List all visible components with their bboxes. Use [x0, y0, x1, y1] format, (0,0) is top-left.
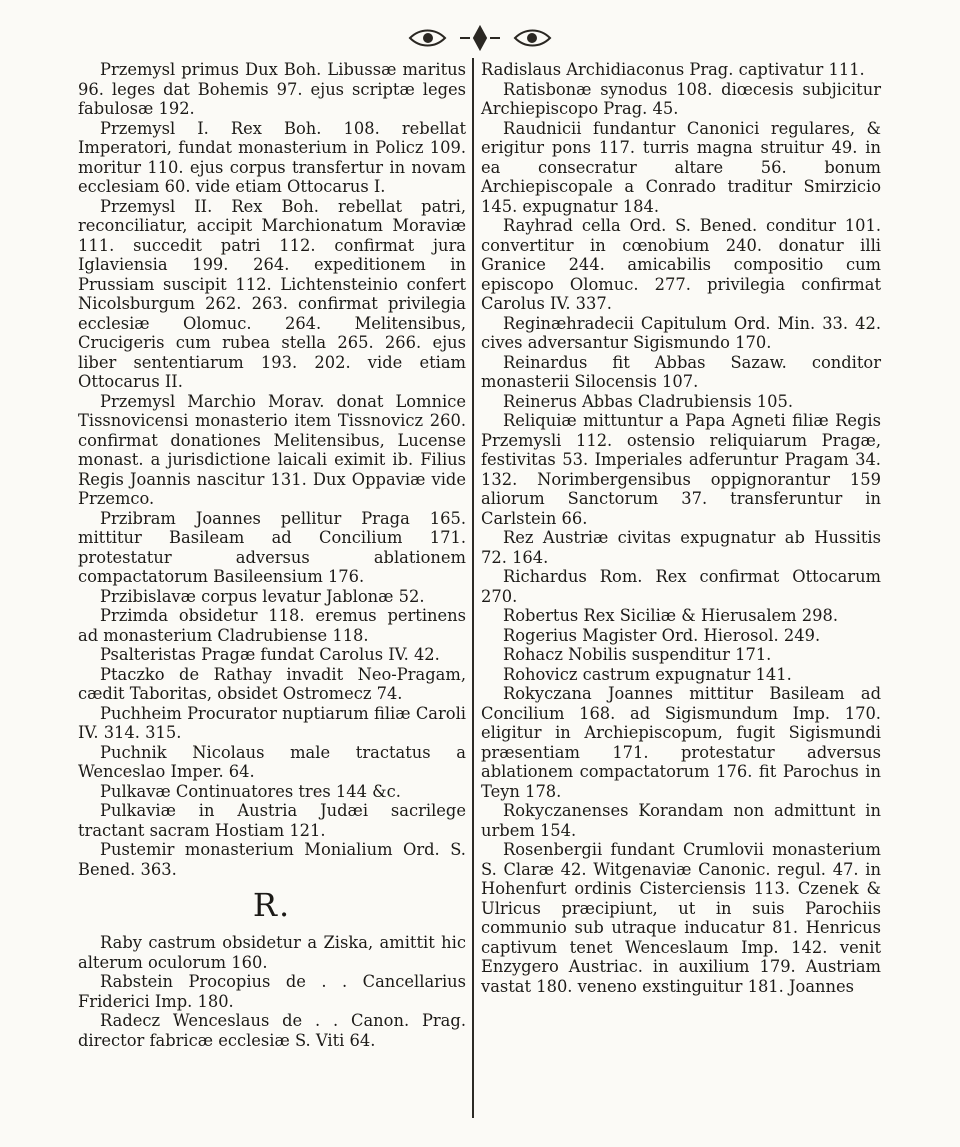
index-entry: Reinerus Abbas Cladrubiensis 105. [503, 391, 794, 411]
index-entry: Rabstein Procopius de . . Cancellarius Friderici Imp. 180. [78, 972, 466, 1011]
index-entry: Puchheim Procurator nuptiarum filiæ Caroli IV. 314. 315. [78, 703, 466, 742]
index-entry: Rosenbergii fundant Crumlovii monasterium S. Claræ 42. Witgenaviæ Canonic. regul. 47. in Hohenfurt ordinis Cisterciensis 113. Czenek & Ulricus præcipiunt, ut in suis Parochiis communio sub utraque inducatur 81. Henricus captivum tenet Wenceslaum Imp. 142. venit Enzygero Austriac. in auxilium 179. Austriam vastat 180. veneno exstinguitur 181. Joannes [481, 840, 881, 996]
index-entry: Przemysl primus Dux Boh. Libussæ maritus 96. leges dat Bohemis 97. ejus scriptæ leges fabulosæ 192. [78, 60, 466, 118]
left-column [78, 60, 466, 1050]
column-divider [472, 58, 474, 1118]
index-entry: Puchnik Nicolaus male tractatus a Wenceslao Imper. 64. [78, 742, 466, 781]
index-entry: Przemysl II. Rex Boh. rebellat patri, reconciliatur, accipit Marchionatum Moraviæ 111. succedit patri 112. confirmat jura Iglaviensia 199. 264. expeditionem in Prussiam suscipit 112. Lichtensteinio confert Nicolsburgum 262. 263. confirmat privilegia ecclesiæ Olomuc. 264. Melitensibus, Crucigeris cum rubea stella 265. 266. ejus liber sententiarum 193. 202. vide etiam Ottocarus II. [78, 196, 466, 391]
index-entry: Rokyczana Joannes mittitur Basileam ad Concilium 168. ad Sigismundum Imp. 170. eligitur in Archiepiscopum, fugit Sigismundi præsentiam 171. protestatur adversus ablationem compactatorum 176. fit Parochus in Teyn 178. [481, 684, 881, 801]
index-entry: Przemysl Marchio Morav. donat Lomnice Tissnovicensi monasterio item Tissnovicz 260. confirmat donationes Melitensibus, Lucense monast. a jurisdictione laicali eximit ib. Filius Regis Joannis nascitur 131. Dux Oppaviæ vide Przemco. [78, 391, 466, 508]
index-entry: Przibram Joannes pellitur Praga 165. mittitur Basileam ad Concilium 171. protestatur adversus ablationem compactatorum Basileensium 176. [78, 508, 466, 586]
index-entry: Ratisbonæ synodus 108. diœcesis subjicitur Archiepiscopo Prag. 45. [481, 79, 881, 118]
index-entry: Pulkavæ Continuatores tres 144 &c. [100, 781, 401, 801]
index-entry: Psalteristas Pragæ fundat Carolus IV. 42. [100, 645, 440, 664]
index-entry: Rokyczanenses Korandam non admittunt in urbem 154. [481, 801, 881, 840]
index-entry: Rohovicz castrum expugnatur 141. [503, 664, 792, 684]
section-letter-heading: R. [252, 886, 292, 924]
index-entry: Przemysl I. Rex Boh. 108. rebellat Imperatori, fundat monasterium in Policz 109. moritur 110. ejus corpus transfertur in novam ecclesiam 60. vide etiam Ottocarus I. [78, 118, 466, 196]
index-entry: Reinardus fit Abbas Sazaw. conditor monasterii Silocensis 107. [481, 352, 881, 391]
index-entry: Richardus Rom. Rex confirmat Ottocarum 270. [481, 567, 881, 606]
index-entry: Rohacz Nobilis suspenditur 171. [503, 645, 772, 664]
index-entry: Ptaczko de Rathay invadit Neo-Pragam, cædit Taboritas, obsidet Ostromecz 74. [78, 664, 466, 703]
index-entry: Pustemir monasterium Monialium Ord. S. Bened. 363. [78, 840, 466, 879]
index-entry: Robertus Rex Siciliæ & Hierusalem 298. [503, 606, 839, 625]
index-entry: Radislaus Archidiaconus Prag. captivatur 111. [481, 60, 865, 79]
index-entry: Przimda obsidetur 118. eremus pertinens ad monasterium Cladrubiense 118. [78, 606, 466, 645]
index-entry: Rogerius Magister Ord. Hierosol. 249. [503, 625, 821, 645]
index-entry: Przibislavæ corpus levatur Jablonæ 52. [100, 586, 425, 606]
index-entry: Rayhrad cella Ord. S. Bened. conditur 101. convertitur in cœnobium 240. donatur illi Granice 244. amicabilis compositio cum episcopo Olomuc. 277. privilegia confirmat Carolus IV. 337. [481, 216, 881, 313]
index-entry: Raby castrum obsidetur a Ziska, amittit hic alterum oculorum 160. [78, 933, 466, 972]
index-entry: Reginæhradecii Capitulum Ord. Min. 33. 42. cives adversantur Sigismundo 170. [481, 313, 881, 352]
fleuron-ornament-icon [400, 23, 560, 53]
right-column [481, 60, 881, 996]
index-entry: Rez Austriæ civitas expugnatur ab Hussitis 72. 164. [481, 528, 881, 567]
index-entry: Raudnicii fundantur Canonici regulares, & erigitur pons 117. turris magna struitur 49. in ea consecratur altare 56. bonum Archiepiscopale a Conrado traditur Smirzicio 145. expugnatur 184. [481, 118, 881, 216]
index-entry: Radecz Wenceslaus de . . Canon. Prag. director fabricæ ecclesiæ S. Viti 64. [78, 1011, 466, 1050]
index-entry: Reliquiæ mittuntur a Papa Agneti filiæ Regis Przemysli 112. ostensio reliquiarum Pragæ, festivitas 53. Imperiales adferuntur Pragam 34. 132. Norimbergensibus oppignorantur 159 aliorum Sanctorum 37. transferuntur in Carlstein 66. [481, 411, 881, 528]
index-entry: Pulkaviæ in Austria Judæi sacrilege tractant sacram Hostiam 121. [78, 801, 466, 840]
header-ornament [0, 18, 960, 58]
